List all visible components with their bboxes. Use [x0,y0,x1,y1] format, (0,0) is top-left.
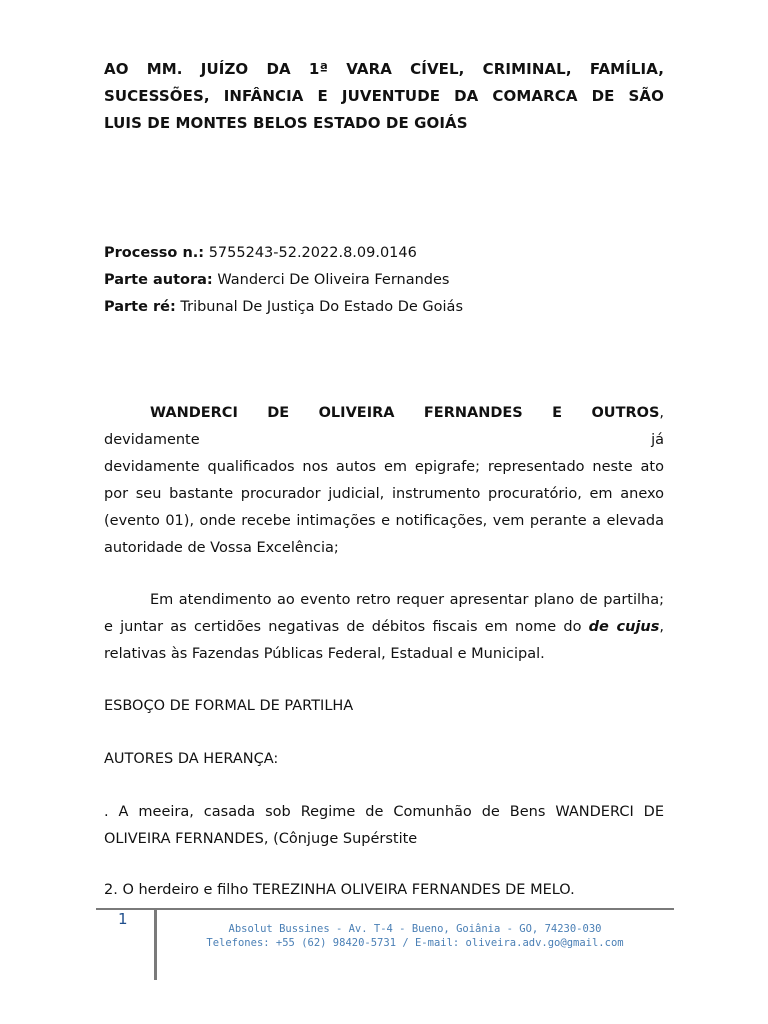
de-cujus-emphasis: de cujus [588,619,660,635]
footer-rule [96,908,674,910]
case-info [104,240,664,321]
request-paragraph [104,587,664,668]
page-number: 1 [118,910,128,928]
footer-contacts: Telefones: +55 (62) 98420-5731 / E-mail: oliveira.adv.go@gmail.com [206,937,624,949]
processo-value: 5755243-52.2022.8.09.0146 [208,245,417,261]
court-header-line-1: AO MM. JUÍZO DA 1ª VARA CÍVEL, CRIMINAL, FAMÍLIA, [104,60,664,78]
footer-address: Absolut Bussines - Av. T-4 - Bueno, Goiânia - GO, 74230-030 [228,923,602,935]
parte-re-row [104,294,664,321]
herdeiro-item: 2. O herdeiro e filho TEREZINHA OLIVEIRA FERNANDES DE MELO. [104,882,575,898]
party-name: WANDERCI DE OLIVEIRA FERNANDES E OUTROS [150,405,660,421]
intro-line-1 [104,400,664,427]
autores-heading: AUTORES DA HERANÇA: [104,751,279,767]
parte-re-value: Tribunal De Justiça Do Estado De Goiás [180,299,463,315]
footer-contact [160,922,670,950]
parte-autora-value: Wanderci De Oliveira Fernandes [217,272,450,288]
parte-autora-label: Parte autora: [104,272,213,288]
parte-re-label: Parte ré: [104,299,176,315]
processo-row [104,240,664,267]
court-header-line-2: SUCESSÕES, INFÂNCIA E JUVENTUDE DA COMARCA DE SÃO [104,87,664,105]
request-text-after: , relativas às Fazendas Públicas Federal, Estadual e Municipal. [104,619,664,662]
court-header-line-3: LUIS DE MONTES BELOS ESTADO DE GOIÁS [104,114,468,132]
parte-autora-row [104,267,664,294]
processo-label: Processo n.: [104,245,205,261]
footer-divider [154,910,157,980]
court-header [104,56,664,137]
esboco-heading: ESBOÇO DE FORMAL DE PARTILHA [104,698,354,714]
meeira-item: . A meeira, casada sob Regime de Comunhão de Bens WANDERCI DE OLIVEIRA FERNANDES, (Cônjuge Supérstite [104,804,664,847]
request-text-before: Em atendimento ao evento retro requer apresentar plano de partilha; e juntar as certidões negativas de débitos fiscais em nome do [104,592,664,635]
party-comma: , [659,405,664,421]
intro-paragraph [104,400,664,562]
intro-body: devidamente qualificados nos autos em epigrafe; representado neste ato por seu bastante procurador judicial, instrumento procuratório, em anexo (evento 01), onde recebe intimações e notificações, vem perante a elevada autoridade de Vossa Excelência; [104,459,664,556]
intro-line-2: devidamente já [104,432,664,448]
